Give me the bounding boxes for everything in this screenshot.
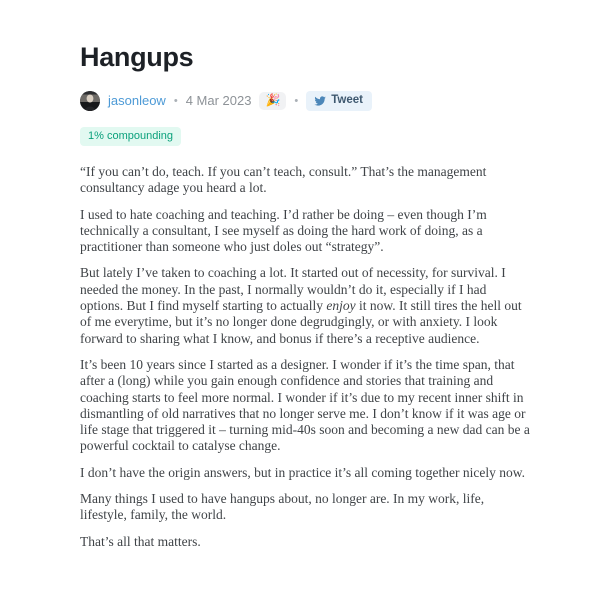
paragraph	[80, 357, 532, 455]
separator-dot: •	[173, 95, 178, 107]
party-popper-emoji-badge[interactable]: 🎉	[259, 92, 286, 110]
paragraph	[80, 164, 532, 197]
tag-list	[80, 126, 535, 146]
paragraph-text: Many things I used to have hangups about, no longer are. In my work, life, lifestyle, family, the world.	[80, 491, 485, 523]
author-link[interactable]: jasonleow	[108, 93, 166, 108]
article-body	[80, 164, 532, 550]
paragraph-text: “If you can’t do, teach. If you can’t teach, consult.” That’s the management consultancy adage you heard a lot.	[80, 164, 487, 196]
emphasized-text: enjoy	[326, 298, 356, 314]
tweet-button[interactable]	[306, 91, 372, 111]
byline	[80, 91, 535, 111]
paragraph-text: But lately I’ve taken to coaching a lot. It started out of necessity, for survival. I needed the money. In the past, I normally wouldn’t do it, especially if I had options. But I find myself starting to actually	[80, 265, 506, 314]
paragraph-text: it now. It still tires the hell out of me everytime, but it’s no longer done degrudgingly, or with anxiety. I look forward to sharing what I know, and bonus if there’s a receptive audience.	[80, 298, 522, 346]
paragraph	[80, 465, 532, 481]
post-date: 4 Mar 2023	[185, 93, 252, 108]
paragraph	[80, 265, 532, 346]
paragraph-text: That’s all that matters.	[80, 533, 201, 549]
paragraph	[80, 207, 532, 256]
tweet-button-label: Tweet	[331, 94, 364, 106]
paragraph	[80, 491, 532, 524]
separator-dot: •	[294, 95, 299, 107]
twitter-bird-icon	[314, 95, 326, 107]
paragraph-text: I used to hate coaching and teaching. I’d rather be doing – even though I’m technically a consultant, I see myself as doing the hard work of doing, as a practitioner than someone who just doles out “strategy”.	[80, 206, 487, 255]
paragraph-text: I don’t have the origin answers, but in practice it’s all coming together nicely now.	[80, 464, 526, 480]
author-avatar[interactable]	[80, 91, 100, 111]
paragraph	[80, 534, 532, 550]
avatar-photo	[80, 91, 100, 111]
tag-1-percent-compounding[interactable]: 1% compounding	[80, 127, 181, 146]
page-title: Hangups	[80, 42, 194, 72]
paragraph-text: It’s been 10 years since I started as a designer. I wonder if it’s the time span, that after a (long) while you gain enough confidence and stories that training and coaching starts to feel more normal. I wonder if it’s due to my recent inner shift in dismantling of old narratives that no longer serve me. I don’t know if it was age or life stage that triggered it – turning mid-40s soon and becoming a new dad can be a powerful cocktail to catalyse change.	[80, 356, 530, 454]
